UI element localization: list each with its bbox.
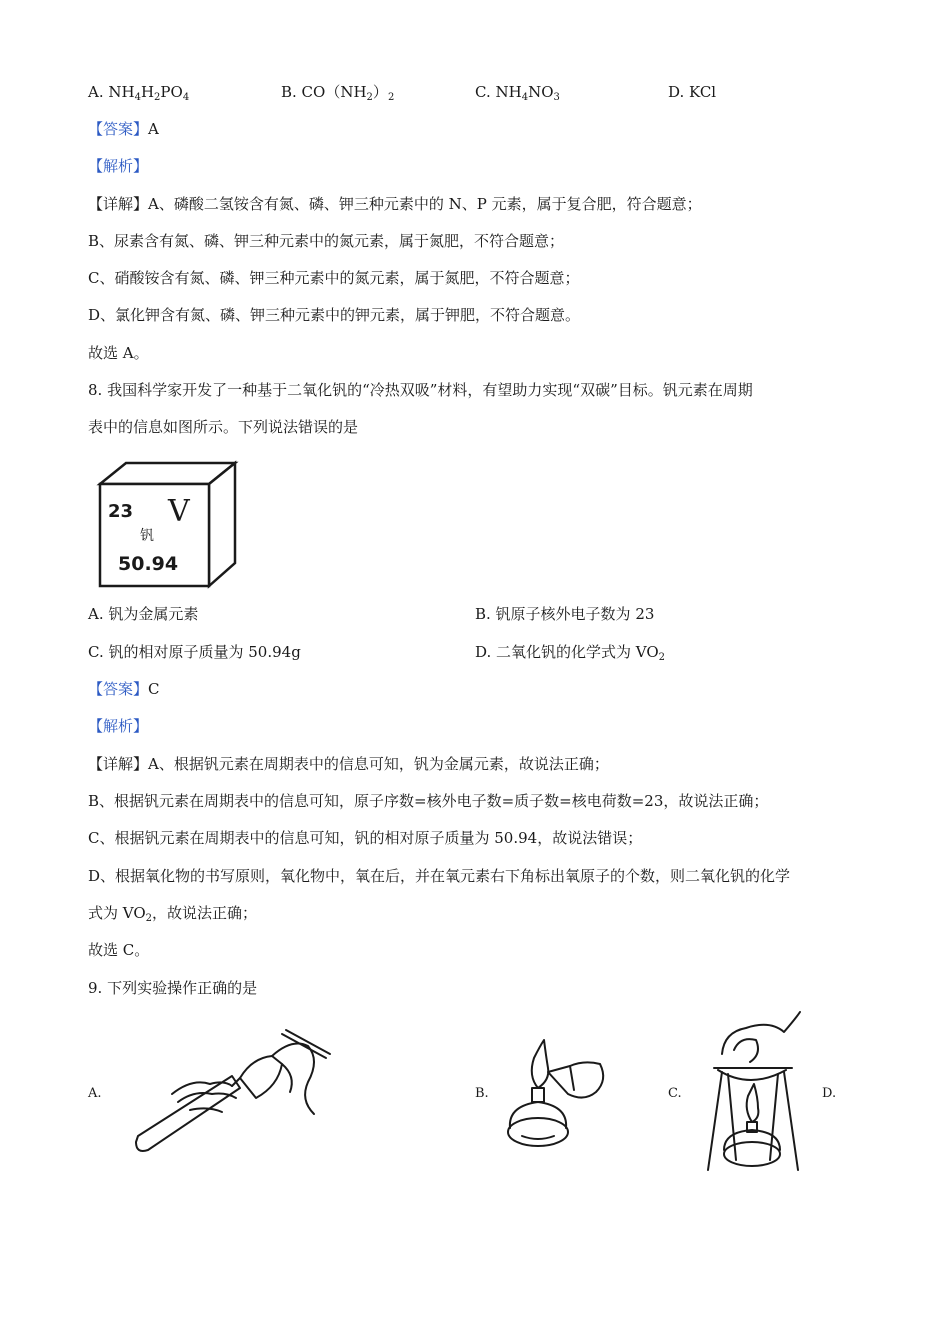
element-name: 钒 xyxy=(140,528,154,544)
q7-analysis-tag: 【解析】 xyxy=(88,157,149,175)
q9-option-a-label: A. xyxy=(88,1086,102,1101)
test-tube-pouring-illustration xyxy=(132,1028,332,1158)
q8-conclusion: 故选 C。 xyxy=(88,941,150,959)
q8-option-b: B. 钒原子核外电子数为 23 xyxy=(475,605,655,623)
q7-answer xyxy=(88,119,159,139)
q7-option-a: A. $NH_4H_2PO_4$ xyxy=(88,83,190,103)
element-symbol: V xyxy=(168,494,190,529)
q8-analysis-tag: 【解析】 xyxy=(88,717,149,735)
q9-stem: 9. 下列实验操作正确的是 xyxy=(88,979,258,997)
q9-option-b-label: B. xyxy=(475,1086,489,1101)
q8-option-c: C. 钒的相对原子质量为 50.94g xyxy=(88,643,301,661)
q8-answer xyxy=(88,679,160,699)
q8-detail-line-4: D、根据氧化物的书写原则，氧化物中，氧在后，并在氧元素右下角标出氧原子的个数，则二氧化钒的化学 xyxy=(88,867,791,885)
q8-detail-line-5: 式为 $VO_2$，故说法正确； xyxy=(88,904,258,924)
vanadium-element-card xyxy=(96,460,241,590)
q8-stem-line-2: 表中的信息如图所示。下列说法错误的是 xyxy=(88,418,359,436)
q7-detail-line-3: C、硝酸铵含有氮、磷、钾三种元素中的氮元素，属于氮肥，不符合题意； xyxy=(88,269,580,287)
q8-option-d: D. 二氧化钒的化学式为 $VO_2$ xyxy=(475,643,666,663)
q7-option-b: B. $CO(NH_2)_2$ xyxy=(281,83,395,103)
atomic-mass: 50.94 xyxy=(118,553,179,575)
q7-detail-line-1: 【详解】A、磷酸二氢铵含有氮、磷、钾三种元素中的 N、P 元素，属于复合肥，符合题意； xyxy=(88,195,702,213)
answer-value: C xyxy=(148,680,160,698)
detail-tag: 【详解】 xyxy=(88,755,149,773)
evaporating-dish-heating-illustration xyxy=(700,1010,810,1178)
q9-option-c-label: C. xyxy=(668,1086,682,1101)
q7-detail-line-2: B、尿素含有氮、磷、钾三种元素中的氮元素，属于氮肥，不符合题意； xyxy=(88,232,565,250)
answer-tag: 【答案】 xyxy=(88,120,149,138)
q7-option-c: C. $NH_4NO_3$ xyxy=(475,83,560,103)
q8-detail-line-3: C、根据钒元素在周期表中的信息可知，钒的相对原子质量为 50.94，故说法错误； xyxy=(88,829,643,847)
q8-detail-line-1: 【详解】A、根据钒元素在周期表中的信息可知，钒为金属元素，故说法正确； xyxy=(88,755,609,773)
q8-detail-line-2: B、根据钒元素在周期表中的信息可知，原子序数=核外电子数=质子数=核电荷数=23，故说法正确； xyxy=(88,792,769,810)
detail-tag: 【详解】 xyxy=(88,195,149,213)
q8-stem-line-1: 8. 我国科学家开发了一种基于二氧化钒的“冷热双吸”材料，有望助力实现“双碳”目标。钒元素在周期 xyxy=(88,381,753,399)
atomic-number: 23 xyxy=(108,501,134,522)
q8-option-a: A. 钒为金属元素 xyxy=(88,605,199,623)
answer-tag: 【答案】 xyxy=(88,680,149,698)
q7-option-d: D. KCl xyxy=(668,83,717,101)
q7-conclusion: 故选 A。 xyxy=(88,344,149,362)
alcohol-lamp-lighting-illustration xyxy=(500,1036,610,1154)
answer-value: A xyxy=(148,120,159,138)
q7-detail-line-4: D、氯化钾含有氮、磷、钾三种元素中的钾元素，属于钾肥，不符合题意。 xyxy=(88,306,581,324)
q9-option-d-label: D. xyxy=(822,1086,837,1101)
